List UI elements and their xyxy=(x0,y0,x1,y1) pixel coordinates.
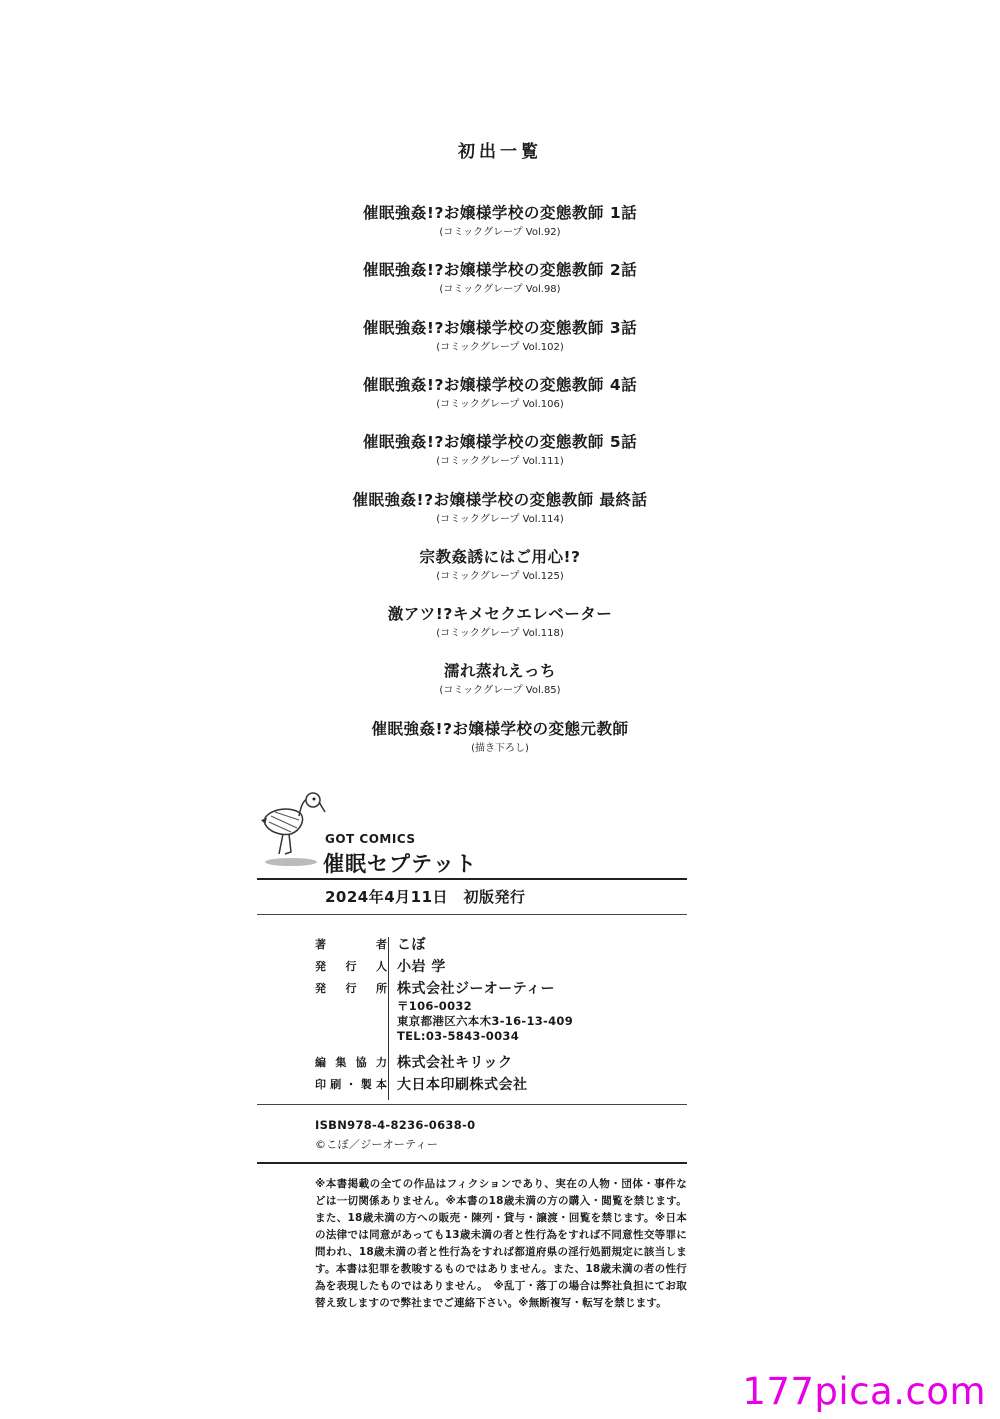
publication-date: 2024年4月11日 初版発行 xyxy=(325,888,526,906)
credit-value xyxy=(397,935,426,955)
toc-entry-source: (コミックグレープ Vol.98) xyxy=(439,284,561,296)
toc-entry-title: 催眠強姦!?お嬢様学校の変態教師 1話 xyxy=(362,204,638,222)
toc-entry-source: (コミックグレープ Vol.118) xyxy=(436,628,564,640)
credit-address-line: 東京都港区六本木3-16-13-409 xyxy=(397,1014,574,1028)
toc-entry xyxy=(0,260,1000,297)
toc-entry-source: (コミックグレープ Vol.106) xyxy=(436,398,564,410)
toc-entry xyxy=(0,604,1000,641)
imprint-label: GOT COMICS xyxy=(325,832,416,846)
credit-value-text: 小岩 学 xyxy=(397,959,446,975)
credit-value-text: 大日本印刷株式会社 xyxy=(397,1077,528,1093)
credit-value xyxy=(397,979,573,1044)
credit-value xyxy=(397,1075,528,1095)
toc-entry xyxy=(0,203,1000,240)
divider xyxy=(257,1104,687,1105)
credit-label: 発行所 xyxy=(315,982,387,995)
credit-label: 発行人 xyxy=(315,960,387,973)
divider xyxy=(257,914,687,915)
credit-label: 著者 xyxy=(315,938,387,951)
toc-entry-source: (コミックグレープ Vol.102) xyxy=(436,341,564,353)
toc-entry-title: 催眠強姦!?お嬢様学校の変態元教師 xyxy=(371,719,629,738)
toc-entry-source: (コミックグレープ Vol.92) xyxy=(439,227,561,238)
credit-value xyxy=(397,957,446,977)
credit-value-text: 株式会社ジーオーティー xyxy=(397,981,556,997)
toc-entry-source: (コミックグレープ Vol.111) xyxy=(436,456,564,468)
toc-entry-source: (コミックグレープ Vol.125) xyxy=(436,570,564,582)
isbn: ISBN978-4-8236-0638-0 xyxy=(315,1118,476,1132)
toc-entry-title: 濡れ蒸れえっち xyxy=(443,662,556,681)
toc-entry-title: 激アツ!?キメセクエレベーター xyxy=(387,605,613,624)
toc-entry-title: 催眠強姦!?お嬢様学校の変態教師 5話 xyxy=(362,433,638,452)
toc-entry xyxy=(0,490,1000,527)
toc-entry xyxy=(0,375,1000,412)
toc-entry-title: 催眠強姦!?お嬢様学校の変態教師 3話 xyxy=(362,318,638,337)
credit-label: 編集協力 xyxy=(315,1056,387,1069)
book-title: 催眠セプテット xyxy=(323,852,477,876)
credit-address-line: TEL:03-5843-0034 xyxy=(397,1029,519,1043)
copyright: ©こぼ／ジーオーティー xyxy=(315,1138,439,1151)
watermark: 177pica.com xyxy=(742,1370,986,1413)
toc-entry-source: (コミックグレープ Vol.85) xyxy=(439,685,561,697)
credit-value-text: こぼ xyxy=(397,937,426,953)
credit-label: 印刷・製本 xyxy=(315,1078,387,1091)
credit-value-text: 株式会社キリック xyxy=(397,1055,513,1071)
credit-value xyxy=(397,1053,512,1073)
credit-address-line: 〒106-0032 xyxy=(397,999,472,1013)
toc-entry xyxy=(0,547,1000,584)
toc-entry xyxy=(0,318,1000,355)
divider xyxy=(257,1162,687,1164)
legal-notice: ※本書掲載の全ての作品はフィクションであり、実在の人物・団体・事件などは一切関係ありません。※本書の18歳未満の方の購入・閲覧を禁じます。また、18歳未満の方への販売・陳列・貸与・譲渡・回覧を禁じます。※日本の法律では同意があっても13歳未満の者と性行為をすれば不同意性交等罪に問われ、18歳未満の者と性行為をすれば都道府県の淫行処罰規定に該当します。本書は犯罪を教唆するものではありません。また、18歳未満の者の性行為を表現したものではありません。 ※乱丁・落丁の場合は弊社負担にてお取替え致しますので弊社までご連絡下さい。※無断複写・転写を禁じます。 xyxy=(315,1178,687,1309)
toc-entry-title: 催眠強姦!?お嬢様学校の変態教師 2話 xyxy=(362,261,638,280)
toc-entry-title: 宗教姦誘にはご用心!? xyxy=(419,547,581,566)
toc-entry-title: 催眠強姦!?お嬢様学校の変態教師 4話 xyxy=(362,375,638,394)
divider xyxy=(257,878,687,880)
toc-entry xyxy=(0,661,1000,698)
toc-heading: 初出一覧 xyxy=(458,142,542,162)
toc-entry xyxy=(0,719,1000,756)
bird-logo-icon xyxy=(257,790,327,870)
toc-entry-source: (コミックグレープ Vol.114) xyxy=(436,513,564,525)
credits-divider xyxy=(388,937,389,1100)
toc-entry-source: (描き下ろし) xyxy=(471,742,529,754)
toc-entry xyxy=(0,432,1000,469)
toc-entry-title: 催眠強姦!?お嬢様学校の変態教師 最終話 xyxy=(352,490,648,509)
